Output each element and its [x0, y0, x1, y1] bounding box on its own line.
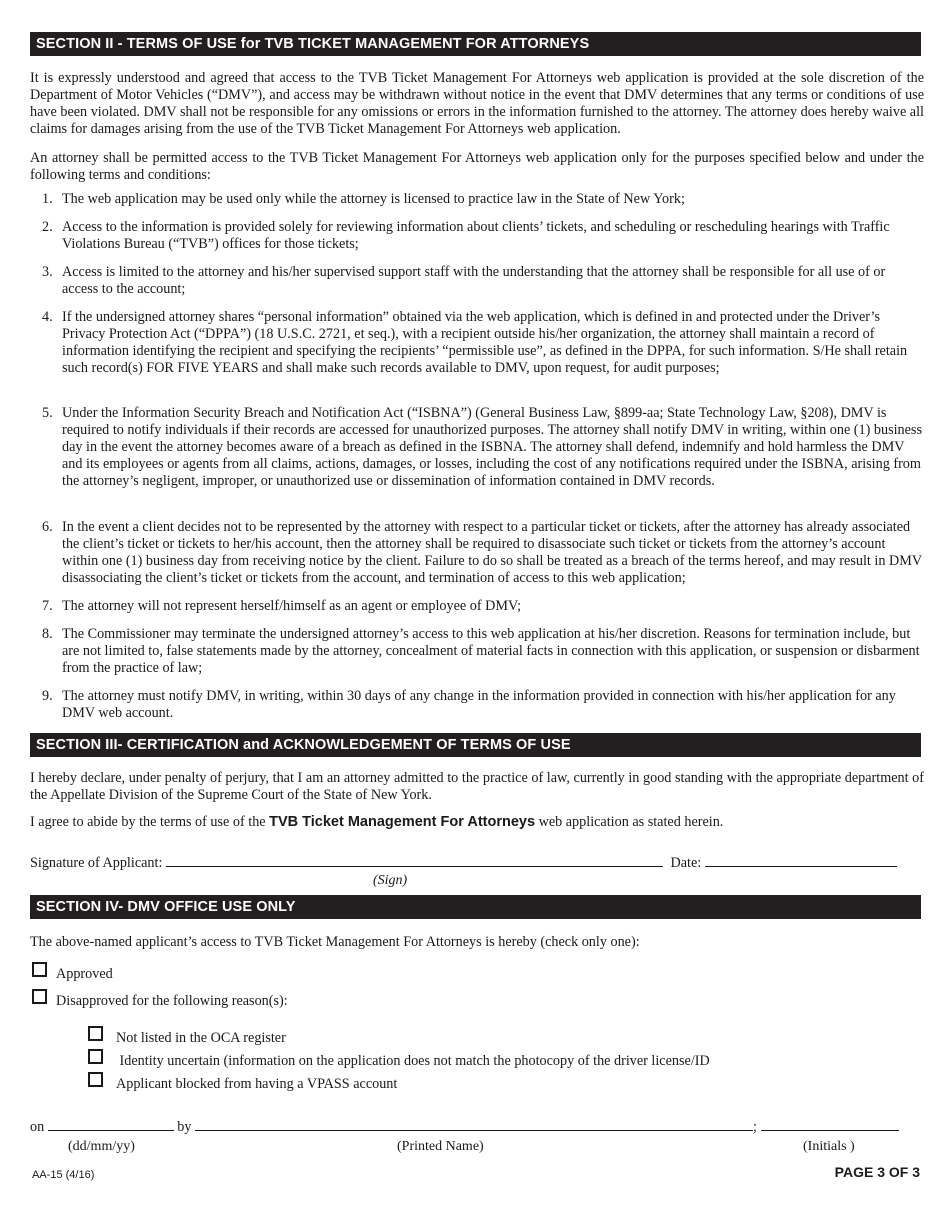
- terms-item-text: The web application may be used only while the attorney is licensed to practice law in the State of New York;: [62, 191, 685, 207]
- reason-checkbox-blocked[interactable]: [88, 1072, 103, 1087]
- form-code: AA-15 (4/16): [32, 1169, 95, 1181]
- terms-item-number: 6.: [42, 519, 53, 535]
- approved-checkbox[interactable]: [32, 962, 47, 977]
- sign-caption: (Sign): [373, 873, 408, 888]
- terms-item-text: The attorney will not represent herself/himself as an agent or employee of DMV;: [62, 598, 522, 614]
- certification-paragraph: I hereby declare, under penalty of perjury, that I am an attorney admitted to the practice of law, currently in good standing with the appropriate department of the Appellate Division of the Supreme Court of the State of New York.: [30, 770, 924, 803]
- section-4-header: SECTION IV- DMV OFFICE USE ONLY: [30, 895, 921, 919]
- disapproved-label: Disapproved for the following reason(s):: [56, 993, 288, 1009]
- printed-name-caption: (Printed Name): [397, 1139, 484, 1154]
- terms-item-text: In the event a client decides not to be represented by the attorney with respect to a particular ticket or tickets, after the attorney has already associated the client’s ticket or tickets to her/his account, then the attorney shall be required to disassociate such ticket or tickets from the attorney’s account within one (1) business day from receiving notice by the client. Failure to do so shall be treated as a breach of the terms hereof, and may result in DMV disassociating the client’s ticket or tickets from the account, and termination of access to this web application;: [62, 519, 922, 586]
- approved-label: Approved: [56, 966, 113, 982]
- terms-item-number: 7.: [42, 598, 53, 614]
- terms-item-number: 9.: [42, 688, 53, 704]
- agreement-suffix: web application as stated herein.: [538, 814, 724, 830]
- terms-item-text: If the undersigned attorney shares “personal information” obtained via the web application, which is defined in and protected under the Driver’s Privacy Protection Act (“DPPA”) (18 U.S.C. 2721, et seq.), with a recipient outside his/her organization, the attorney shall maintain a record of information identifying the recipient and specifying the recipients’ “permissible use”, as defined in the DPPA, for such information. S/He shall retain such record(s) FOR FIVE YEARS and shall make such records available to DMV, upon request, for audit purposes;: [62, 309, 908, 376]
- terms-item-text: The Commissioner may terminate the undersigned attorney’s access to this web application at his/her discretion. Reasons for termination include, but are not limited to, false statements made by the attorney, concealment of material facts in connection with this application, or suspension or disbarment from the practice of law;: [62, 626, 920, 676]
- terms-item-text: The attorney must notify DMV, in writing, within 30 days of any change in the information provided in connection with his/her application for any DMV web account.: [62, 688, 896, 721]
- terms-item-number: 8.: [42, 626, 53, 642]
- initials-field[interactable]: [761, 1118, 899, 1131]
- agreement-statement: [30, 814, 924, 831]
- section-2-intro-paragraph: It is expressly understood and agreed that access to the TVB Ticket Management For Attorneys web application is provided at the sole discretion of the Department of Motor Vehicles (“DMV”), and access may be withdrawn without notice in the event that DMV determines that any terms or conditions of use have been violated. DMV shall not be responsible for any omissions or errors in the information furnished to the attorney. The attorney does hereby waive all claims for damages arising from the use of the TVB Ticket Management For Attorneys web application.: [30, 70, 924, 137]
- office-date-field[interactable]: [48, 1118, 174, 1131]
- terms-item-number: 2.: [42, 219, 53, 235]
- reason-checkbox-not-listed[interactable]: [88, 1026, 103, 1041]
- signature-field[interactable]: [166, 854, 663, 867]
- terms-item-number: 4.: [42, 309, 53, 325]
- agreement-prefix: I agree to abide by the terms of use of the: [30, 814, 266, 830]
- terms-item-number: 3.: [42, 264, 53, 280]
- reason-checkbox-identity[interactable]: [88, 1049, 103, 1064]
- agreement-application-name: TVB Ticket Management For Attorneys: [269, 814, 536, 830]
- reason-label-not-listed: Not listed in the OCA register: [116, 1030, 286, 1046]
- signature-label: Signature of Applicant:: [30, 855, 163, 871]
- section-2-header: SECTION II - TERMS OF USE for TVB TICKET MANAGEMENT FOR ATTORNEYS: [30, 32, 921, 56]
- reason-label-blocked: Applicant blocked from having a VPASS account: [116, 1076, 398, 1092]
- office-signoff-row: [30, 1118, 924, 1136]
- date-label: Date:: [670, 855, 702, 871]
- office-use-intro: The above-named applicant’s access to TVB Ticket Management For Attorneys is hereby (check only one):: [30, 934, 640, 950]
- reason-label-identity: Identity uncertain (information on the application does not match the photocopy of the driver license/ID: [116, 1053, 710, 1069]
- disapproved-checkbox[interactable]: [32, 989, 47, 1004]
- on-label: on: [30, 1119, 45, 1135]
- signature-date-field[interactable]: [705, 854, 897, 867]
- terms-item-text: Access to the information is provided solely for reviewing information about clients’ tickets, and scheduling or rescheduling hearings with Traffic Violations Bureau (“TVB”) offices for those tickets;: [62, 219, 890, 252]
- terms-item-text: Under the Information Security Breach and Notification Act (“ISBNA”) (General Business Law, §899-aa; State Technology Law, §208), DMV is required to notify individuals if their records are accessed for unauthorized purposes. The attorney shall notify DMV in writing, within one (1) business day in the event the attorney becomes aware of a breach as defined in the ISBNA. The attorney shall defend, indemnify and hold harmless the DMV and its employees or agents from all claims, actions, damages, or losses, including the cost of any notifications required under the ISBNA, arising from the attorney’s negligent, improper, or unauthorized use or dissemination of information contained in DMV records.: [62, 405, 922, 489]
- terms-item-number: 1.: [42, 191, 53, 207]
- section-2-conditions-paragraph: An attorney shall be permitted access to the TVB Ticket Management For Attorneys web application only for the purposes specified below and under the following terms and conditions:: [30, 150, 924, 183]
- separator-semicolon: ;: [753, 1119, 757, 1135]
- by-label: by: [177, 1119, 192, 1135]
- terms-item-number: 5.: [42, 405, 53, 421]
- terms-item-text: Access is limited to the attorney and his/her supervised support staff with the understanding that the attorney shall be responsible for all use of or access to the account;: [62, 264, 886, 297]
- signature-line-row: [30, 854, 924, 872]
- section-3-header: SECTION III- CERTIFICATION and ACKNOWLEDGEMENT OF TERMS OF USE: [30, 733, 921, 757]
- page-number: PAGE 3 OF 3: [834, 1164, 920, 1180]
- initials-caption: (Initials ): [803, 1139, 855, 1154]
- date-format-caption: (dd/mm/yy): [68, 1139, 135, 1154]
- printed-name-field[interactable]: [195, 1118, 753, 1131]
